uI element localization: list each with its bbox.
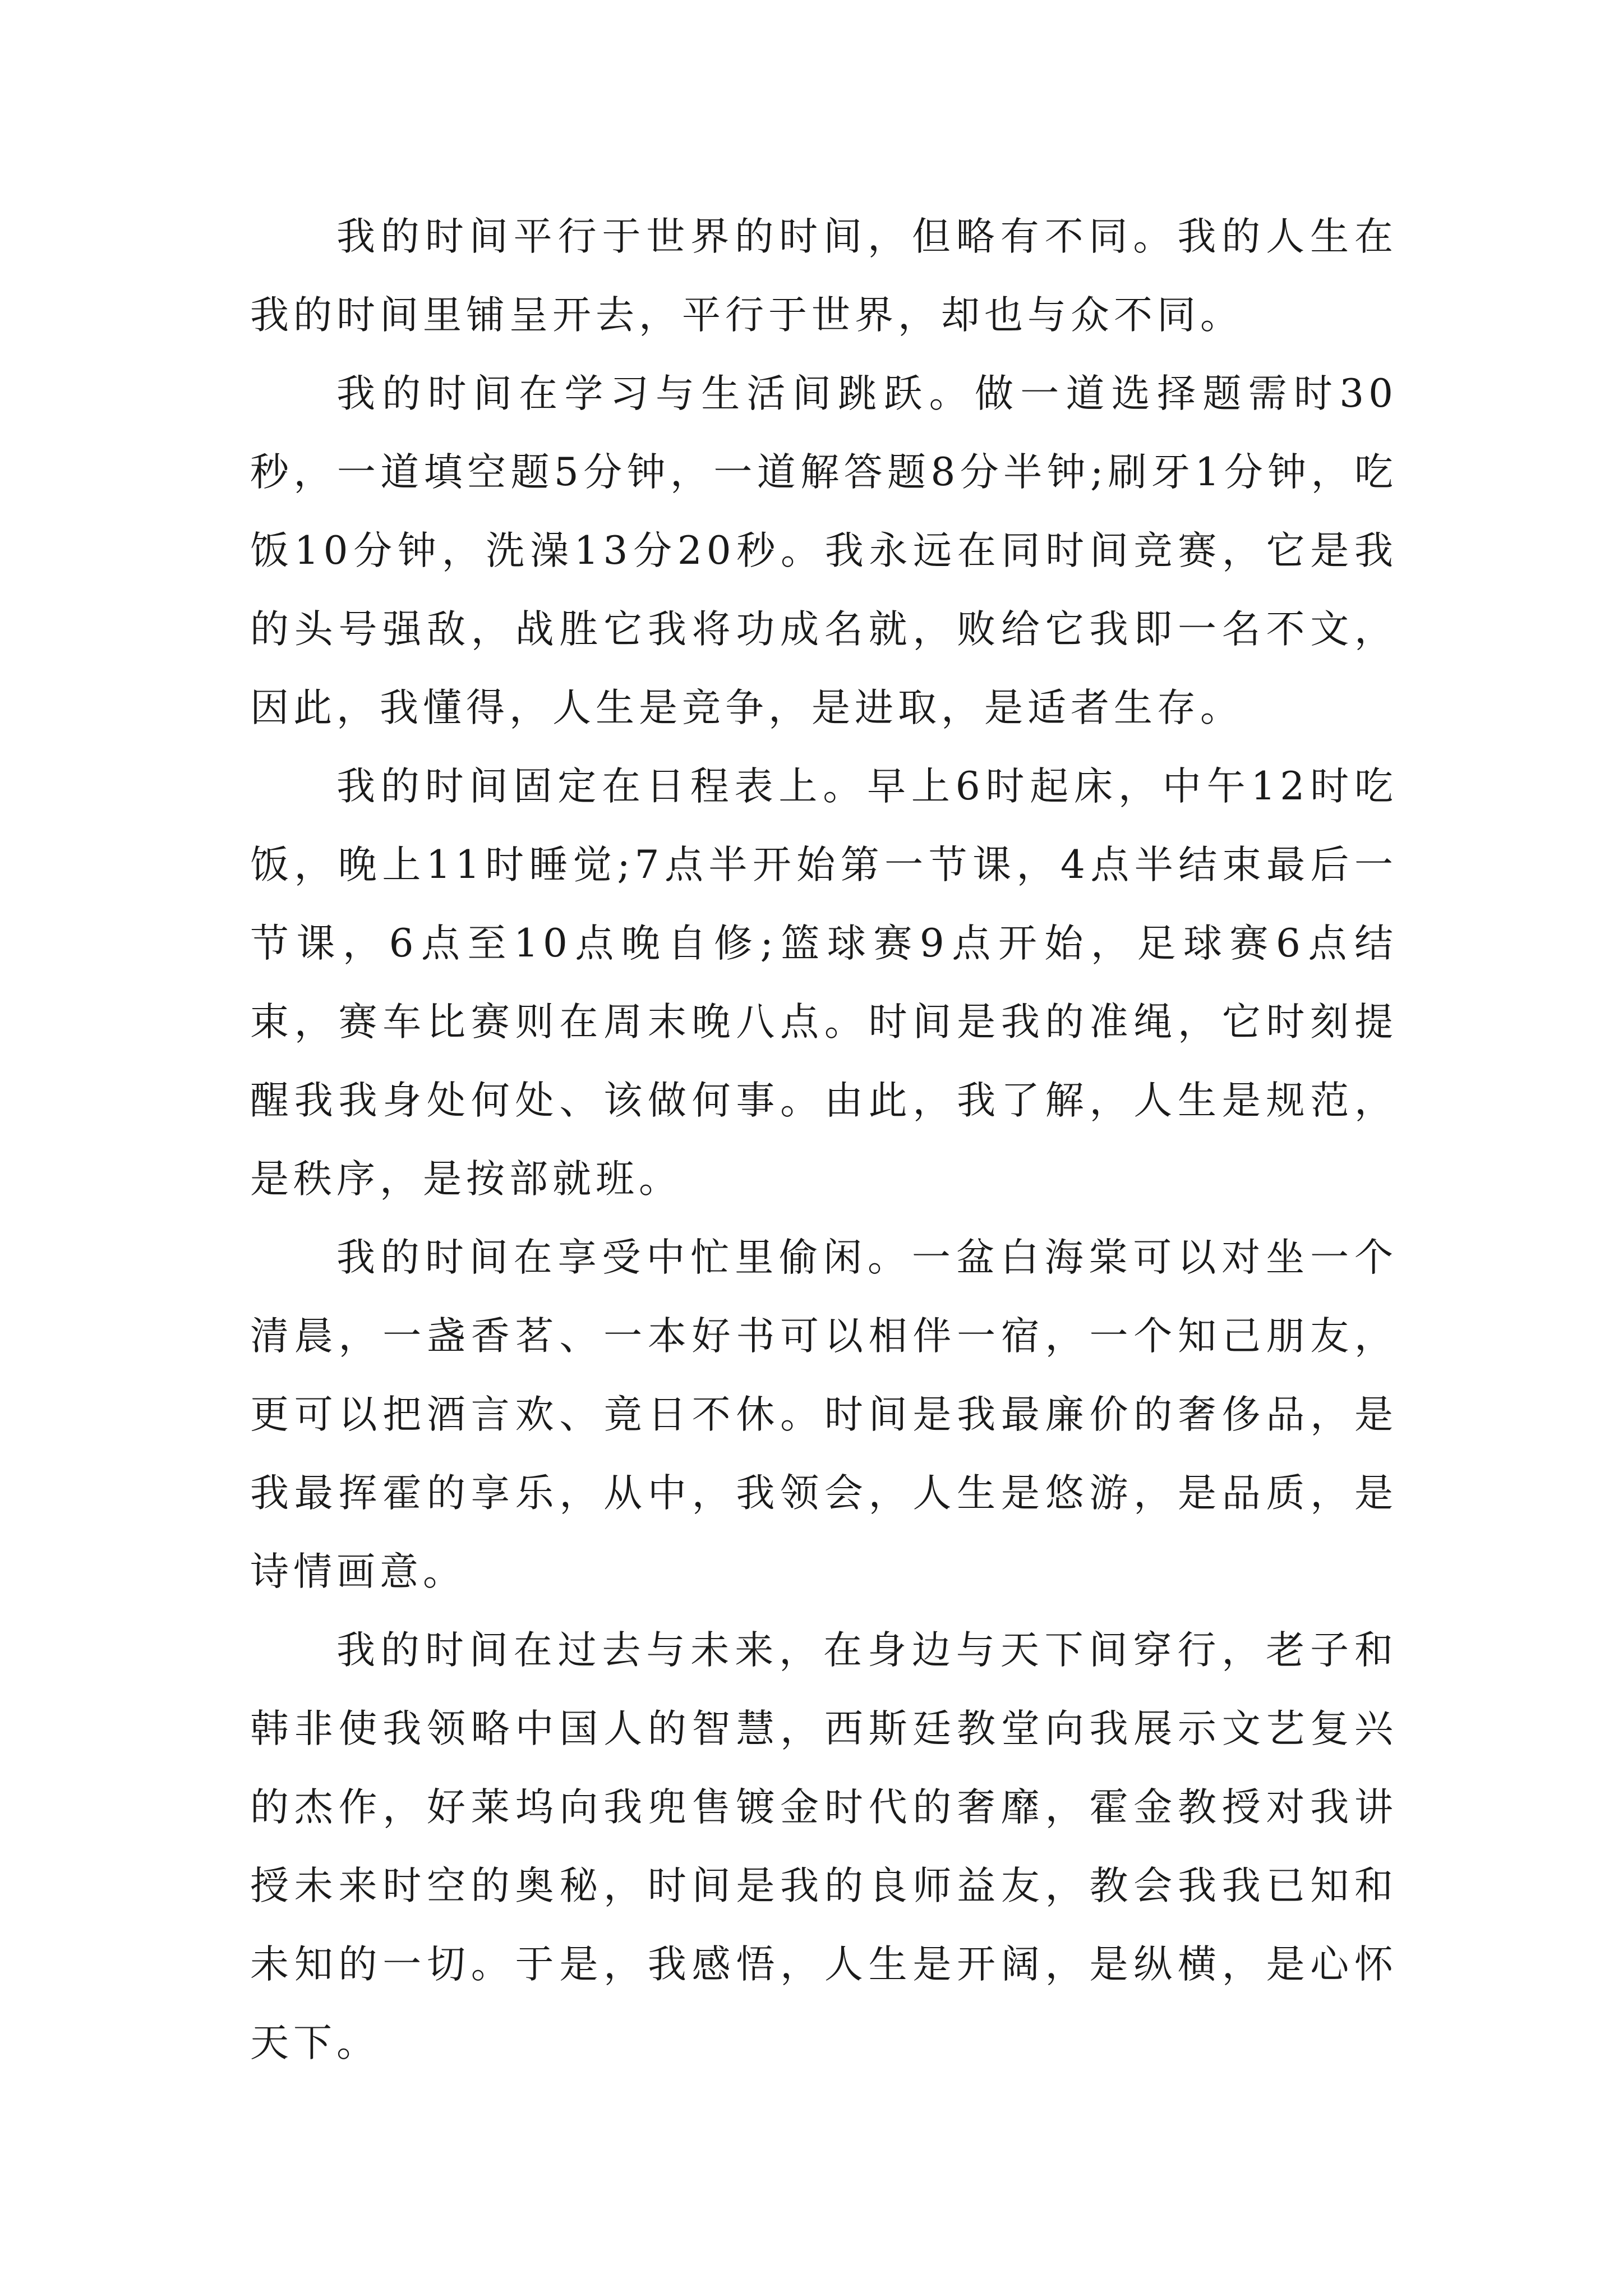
paragraph-5: 我的时间在过去与未来，在身边与天下间穿行，老子和韩非使我领略中国人的智慧，西斯廷教堂向我展示文艺复兴的杰作，好莱坞向我兜售镀金时代的奢靡，霍金教授对我讲授未来时空的奥秘，时间是我的良师益友，教会我我已知和未知的一切。于是，我感悟，人生是开阔，是纵横，是心怀天下。 <box>250 1628 1398 2065</box>
paragraph-3: 我的时间固定在日程表上。早上6时起床，中午12时吃饭，晚上11时睡觉;7点半开始第一节课，4点半结束最后一节课，6点至10点晚自修;篮球赛9点开始，足球赛6点结束，赛车比赛则在周末晚八点。时间是我的准绳，它时刻提醒我我身处何处、该做何事。由此，我了解，人生是规范，是秩序，是按部就班。 <box>250 764 1398 1202</box>
paragraph-2: 我的时间在学习与生活间跳跃。做一道选择题需时30秒，一道填空题5分钟，一道解答题8分半钟;刷牙1分钟，吃饭10分钟，洗澡13分20秒。我永远在同时间竞赛，它是我的头号强敌，战胜它我将功成名就，败给它我即一名不文，因此，我懂得，人生是竞争，是进取，是适者生存。 <box>250 371 1398 730</box>
paragraph-1: 我的时间平行于世界的时间，但略有不同。我的人生在我的时间里铺呈开去，平行于世界，却也与众不同。 <box>250 214 1398 338</box>
essay-body <box>250 197 1398 2082</box>
paragraph-4: 我的时间在享受中忙里偷闲。一盆白海棠可以对坐一个清晨，一盏香茗、一本好书可以相伴一宿，一个知己朋友，更可以把酒言欢、竟日不休。时间是我最廉价的奢侈品，是我最挥霍的享乐，从中，我领会，人生是悠游，是品质，是诗情画意。 <box>250 1235 1398 1594</box>
